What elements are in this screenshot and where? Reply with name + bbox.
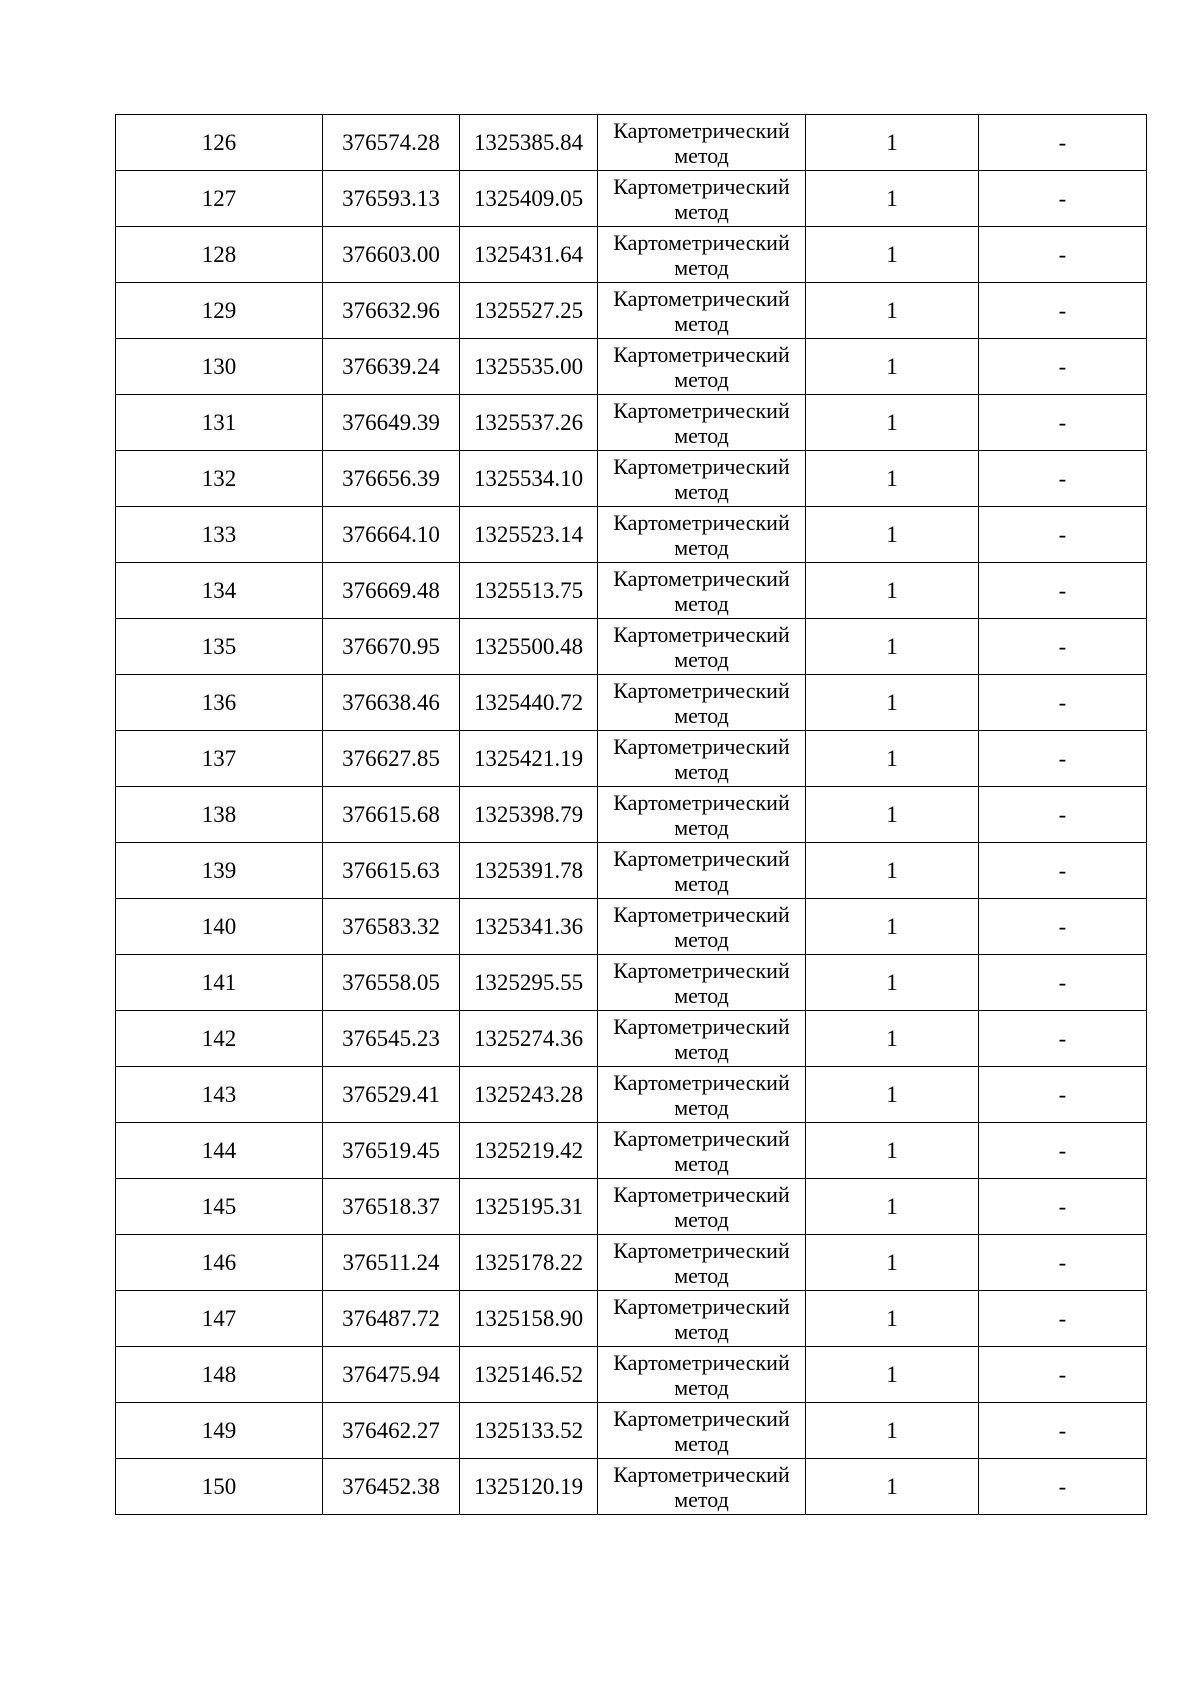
point-number-cell: 129 [116, 283, 323, 339]
method-line-2: метод [674, 982, 729, 1008]
x-coordinate-cell: 376670.95 [323, 619, 460, 675]
table-row [116, 1459, 1147, 1515]
method-line-1: Картометрический [613, 1181, 790, 1207]
table-row [116, 1403, 1147, 1459]
note-cell: - [979, 899, 1147, 955]
x-coordinate-cell: 376511.24 [323, 1235, 460, 1291]
point-number-cell: 127 [116, 171, 323, 227]
point-number-cell: 131 [116, 395, 323, 451]
note-cell: - [979, 171, 1147, 227]
y-coordinate-cell: 1325534.10 [460, 451, 598, 507]
method-line-2: метод [674, 1486, 729, 1512]
note-cell: - [979, 1235, 1147, 1291]
table-row [116, 1011, 1147, 1067]
method-line-2: метод [674, 310, 729, 336]
point-number-cell: 137 [116, 731, 323, 787]
y-coordinate-cell: 1325535.00 [460, 339, 598, 395]
point-number-cell: 138 [116, 787, 323, 843]
method-cell [598, 675, 806, 731]
y-coordinate-cell: 1325385.84 [460, 115, 598, 171]
point-number-cell: 144 [116, 1123, 323, 1179]
accuracy-cell: 1 [806, 1123, 979, 1179]
method-cell [598, 1347, 806, 1403]
note-cell: - [979, 115, 1147, 171]
method-line-1: Картометрический [613, 565, 790, 591]
x-coordinate-cell: 376529.41 [323, 1067, 460, 1123]
accuracy-cell: 1 [806, 1347, 979, 1403]
note-cell: - [979, 619, 1147, 675]
x-coordinate-cell: 376487.72 [323, 1291, 460, 1347]
method-line-1: Картометрический [613, 397, 790, 423]
method-line-2: метод [674, 1094, 729, 1120]
method-cell [598, 899, 806, 955]
method-cell [598, 563, 806, 619]
accuracy-cell: 1 [806, 1011, 979, 1067]
y-coordinate-cell: 1325158.90 [460, 1291, 598, 1347]
accuracy-cell: 1 [806, 1403, 979, 1459]
method-line-1: Картометрический [613, 1013, 790, 1039]
method-line-1: Картометрический [613, 1237, 790, 1263]
y-coordinate-cell: 1325295.55 [460, 955, 598, 1011]
x-coordinate-cell: 376558.05 [323, 955, 460, 1011]
table-row [116, 1179, 1147, 1235]
method-line-1: Картометрический [613, 117, 790, 143]
accuracy-cell: 1 [806, 1291, 979, 1347]
note-cell: - [979, 843, 1147, 899]
method-line-2: метод [674, 254, 729, 280]
accuracy-cell: 1 [806, 283, 979, 339]
point-number-cell: 141 [116, 955, 323, 1011]
y-coordinate-cell: 1325500.48 [460, 619, 598, 675]
note-cell: - [979, 227, 1147, 283]
method-cell [598, 171, 806, 227]
method-line-2: метод [674, 142, 729, 168]
y-coordinate-cell: 1325146.52 [460, 1347, 598, 1403]
y-coordinate-cell: 1325178.22 [460, 1235, 598, 1291]
note-cell: - [979, 1403, 1147, 1459]
method-line-2: метод [674, 422, 729, 448]
note-cell: - [979, 1347, 1147, 1403]
method-cell [598, 1291, 806, 1347]
point-number-cell: 146 [116, 1235, 323, 1291]
x-coordinate-cell: 376615.68 [323, 787, 460, 843]
note-cell: - [979, 339, 1147, 395]
accuracy-cell: 1 [806, 507, 979, 563]
method-cell [598, 1011, 806, 1067]
accuracy-cell: 1 [806, 1179, 979, 1235]
table-row [116, 395, 1147, 451]
method-line-1: Картометрический [613, 845, 790, 871]
point-number-cell: 126 [116, 115, 323, 171]
note-cell: - [979, 563, 1147, 619]
note-cell: - [979, 675, 1147, 731]
method-line-2: метод [674, 758, 729, 784]
accuracy-cell: 1 [806, 395, 979, 451]
accuracy-cell: 1 [806, 899, 979, 955]
table-row [116, 955, 1147, 1011]
method-line-1: Картометрический [613, 1349, 790, 1375]
accuracy-cell: 1 [806, 731, 979, 787]
point-number-cell: 142 [116, 1011, 323, 1067]
method-line-1: Картометрический [613, 341, 790, 367]
accuracy-cell: 1 [806, 843, 979, 899]
y-coordinate-cell: 1325219.42 [460, 1123, 598, 1179]
method-line-2: метод [674, 1150, 729, 1176]
x-coordinate-cell: 376583.32 [323, 899, 460, 955]
table-row [116, 507, 1147, 563]
y-coordinate-cell: 1325421.19 [460, 731, 598, 787]
accuracy-cell: 1 [806, 451, 979, 507]
accuracy-cell: 1 [806, 1067, 979, 1123]
table-row [116, 731, 1147, 787]
point-number-cell: 128 [116, 227, 323, 283]
method-line-2: метод [674, 1206, 729, 1232]
y-coordinate-cell: 1325195.31 [460, 1179, 598, 1235]
note-cell: - [979, 1011, 1147, 1067]
method-cell [598, 227, 806, 283]
x-coordinate-cell: 376545.23 [323, 1011, 460, 1067]
point-number-cell: 130 [116, 339, 323, 395]
method-cell [598, 843, 806, 899]
x-coordinate-cell: 376603.00 [323, 227, 460, 283]
x-coordinate-cell: 376615.63 [323, 843, 460, 899]
x-coordinate-cell: 376632.96 [323, 283, 460, 339]
method-cell [598, 283, 806, 339]
note-cell: - [979, 787, 1147, 843]
method-cell [598, 1403, 806, 1459]
method-line-1: Картометрический [613, 509, 790, 535]
point-number-cell: 147 [116, 1291, 323, 1347]
method-line-1: Картометрический [613, 677, 790, 703]
table-row [116, 619, 1147, 675]
note-cell: - [979, 395, 1147, 451]
note-cell: - [979, 1123, 1147, 1179]
table-row [116, 339, 1147, 395]
method-line-2: метод [674, 814, 729, 840]
x-coordinate-cell: 376518.37 [323, 1179, 460, 1235]
method-line-2: метод [674, 926, 729, 952]
method-line-2: метод [674, 366, 729, 392]
accuracy-cell: 1 [806, 227, 979, 283]
method-line-1: Картометрический [613, 789, 790, 815]
method-line-1: Картометрический [613, 229, 790, 255]
x-coordinate-cell: 376669.48 [323, 563, 460, 619]
y-coordinate-cell: 1325391.78 [460, 843, 598, 899]
x-coordinate-cell: 376462.27 [323, 1403, 460, 1459]
point-number-cell: 145 [116, 1179, 323, 1235]
note-cell: - [979, 1067, 1147, 1123]
table-row [116, 283, 1147, 339]
x-coordinate-cell: 376593.13 [323, 171, 460, 227]
method-cell [598, 1123, 806, 1179]
y-coordinate-cell: 1325120.19 [460, 1459, 598, 1515]
method-line-1: Картометрический [613, 901, 790, 927]
x-coordinate-cell: 376639.24 [323, 339, 460, 395]
method-cell [598, 507, 806, 563]
accuracy-cell: 1 [806, 171, 979, 227]
y-coordinate-cell: 1325431.64 [460, 227, 598, 283]
x-coordinate-cell: 376649.39 [323, 395, 460, 451]
table-row [116, 1347, 1147, 1403]
accuracy-cell: 1 [806, 563, 979, 619]
method-line-1: Картометрический [613, 173, 790, 199]
y-coordinate-cell: 1325513.75 [460, 563, 598, 619]
note-cell: - [979, 283, 1147, 339]
x-coordinate-cell: 376656.39 [323, 451, 460, 507]
method-line-1: Картометрический [613, 285, 790, 311]
note-cell: - [979, 1459, 1147, 1515]
coordinates-table-body [116, 115, 1147, 1515]
table-row [116, 227, 1147, 283]
method-line-2: метод [674, 1374, 729, 1400]
method-cell [598, 1067, 806, 1123]
x-coordinate-cell: 376519.45 [323, 1123, 460, 1179]
x-coordinate-cell: 376574.28 [323, 115, 460, 171]
y-coordinate-cell: 1325527.25 [460, 283, 598, 339]
method-line-1: Картометрический [613, 1405, 790, 1431]
table-row [116, 563, 1147, 619]
table-row [116, 1067, 1147, 1123]
method-line-1: Картометрический [613, 1125, 790, 1151]
y-coordinate-cell: 1325341.36 [460, 899, 598, 955]
method-cell [598, 339, 806, 395]
accuracy-cell: 1 [806, 1459, 979, 1515]
method-cell [598, 1235, 806, 1291]
accuracy-cell: 1 [806, 619, 979, 675]
point-number-cell: 133 [116, 507, 323, 563]
point-number-cell: 134 [116, 563, 323, 619]
method-cell [598, 451, 806, 507]
note-cell: - [979, 507, 1147, 563]
y-coordinate-cell: 1325537.26 [460, 395, 598, 451]
point-number-cell: 140 [116, 899, 323, 955]
method-line-2: метод [674, 1038, 729, 1064]
point-number-cell: 139 [116, 843, 323, 899]
method-line-1: Картометрический [613, 453, 790, 479]
y-coordinate-cell: 1325440.72 [460, 675, 598, 731]
table-row [116, 1235, 1147, 1291]
y-coordinate-cell: 1325243.28 [460, 1067, 598, 1123]
method-line-2: метод [674, 870, 729, 896]
point-number-cell: 150 [116, 1459, 323, 1515]
point-number-cell: 143 [116, 1067, 323, 1123]
method-line-2: метод [674, 1262, 729, 1288]
point-number-cell: 135 [116, 619, 323, 675]
method-line-2: метод [674, 534, 729, 560]
table-row [116, 1291, 1147, 1347]
point-number-cell: 132 [116, 451, 323, 507]
table-row [116, 675, 1147, 731]
method-cell [598, 395, 806, 451]
table-row [116, 843, 1147, 899]
x-coordinate-cell: 376638.46 [323, 675, 460, 731]
method-cell [598, 731, 806, 787]
method-line-1: Картометрический [613, 621, 790, 647]
method-line-1: Картометрический [613, 957, 790, 983]
coordinates-table [115, 114, 1147, 1515]
x-coordinate-cell: 376627.85 [323, 731, 460, 787]
x-coordinate-cell: 376452.38 [323, 1459, 460, 1515]
method-line-1: Картометрический [613, 1069, 790, 1095]
method-line-2: метод [674, 590, 729, 616]
method-line-2: метод [674, 1318, 729, 1344]
accuracy-cell: 1 [806, 675, 979, 731]
y-coordinate-cell: 1325133.52 [460, 1403, 598, 1459]
method-cell [598, 115, 806, 171]
method-line-1: Картометрический [613, 733, 790, 759]
method-line-1: Картометрический [613, 1293, 790, 1319]
table-row [116, 451, 1147, 507]
y-coordinate-cell: 1325274.36 [460, 1011, 598, 1067]
method-cell [598, 787, 806, 843]
method-line-2: метод [674, 702, 729, 728]
table-row [116, 899, 1147, 955]
note-cell: - [979, 955, 1147, 1011]
x-coordinate-cell: 376664.10 [323, 507, 460, 563]
method-line-1: Картометрический [613, 1461, 790, 1487]
method-line-2: метод [674, 478, 729, 504]
note-cell: - [979, 451, 1147, 507]
method-cell [598, 1179, 806, 1235]
y-coordinate-cell: 1325523.14 [460, 507, 598, 563]
method-line-2: метод [674, 1430, 729, 1456]
accuracy-cell: 1 [806, 339, 979, 395]
accuracy-cell: 1 [806, 115, 979, 171]
point-number-cell: 136 [116, 675, 323, 731]
method-line-2: метод [674, 198, 729, 224]
accuracy-cell: 1 [806, 955, 979, 1011]
point-number-cell: 148 [116, 1347, 323, 1403]
method-cell [598, 619, 806, 675]
table-row [116, 115, 1147, 171]
method-cell [598, 955, 806, 1011]
method-line-2: метод [674, 646, 729, 672]
table-row [116, 171, 1147, 227]
accuracy-cell: 1 [806, 1235, 979, 1291]
note-cell: - [979, 731, 1147, 787]
y-coordinate-cell: 1325409.05 [460, 171, 598, 227]
table-row [116, 787, 1147, 843]
x-coordinate-cell: 376475.94 [323, 1347, 460, 1403]
note-cell: - [979, 1179, 1147, 1235]
y-coordinate-cell: 1325398.79 [460, 787, 598, 843]
accuracy-cell: 1 [806, 787, 979, 843]
method-cell [598, 1459, 806, 1515]
point-number-cell: 149 [116, 1403, 323, 1459]
note-cell: - [979, 1291, 1147, 1347]
table-row [116, 1123, 1147, 1179]
